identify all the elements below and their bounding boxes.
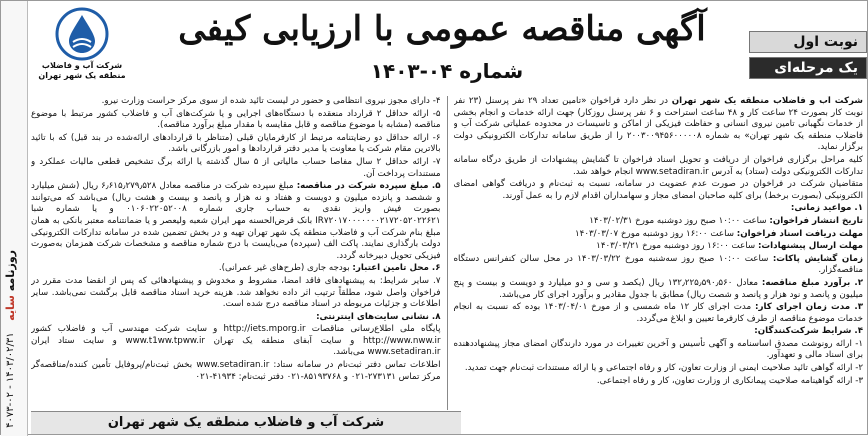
paragraph-text: کلیه مراحل برگزاری فراخوان از دریافت و تحویل اسناد فراخوان تا گشایش پیشنهادات از طریق درگاه سامانه تدارکات الکترونیکی دولت (ستاد) به آدرس www.setadiran.ir انجام خواهد شد. <box>453 154 863 177</box>
paragraph <box>454 339 864 362</box>
stage-tag: یک مرحله‌ای <box>749 57 867 79</box>
paragraph-text: ساعت ۱۰:۰۰ صبح روز سه‌شنبه مورخ ۱۴۰۳/۰۳/۲۲ در محل سالن کنفرانس دستگاه مناقصه‌گزار. <box>453 253 863 276</box>
paragraph <box>454 229 864 241</box>
paragraph-text: ۳- ارائه گواهینامه صلاحیت پیمانکاری از وزارت تعاون، کار و رفاه اجتماعی. <box>596 375 863 386</box>
paragraph <box>31 109 441 132</box>
paragraph <box>31 96 441 108</box>
paragraph-text: ۷- ارائه حداقل ۲ سال مفاصا حساب مالیاتی از ۵ سال گذشته یا ارائه برگ تشخیص قطعی مالیات عملکرد و مستندات پرداخت آن. <box>31 156 441 179</box>
section-heading: ۵. مبلغ سپرده شرکت در مناقصه: <box>296 181 441 192</box>
paragraph <box>454 155 864 178</box>
paragraph <box>31 133 441 156</box>
paragraph-text: ۵- ارائه حداقل ۲ قرارداد منعقده با دستگاه‌های اجرایی و یا شرکت‌های آب و فاضلاب کشور مرتبط با موضوع مناقصه (مشابه با موضوع مناقصه و قابل مقایسه با مقدار مبلغ برآورد مناقصه). <box>31 108 441 131</box>
paragraph-text: ۴- دارای مجوز نیروی انتظامی و حضور در لیست تائید شده از سوی مرکز حراست وزارت نیرو. <box>101 96 441 106</box>
paragraph <box>31 324 441 359</box>
section-heading: مهلت دریافت اسناد فراخوان: <box>736 228 863 239</box>
paragraph-text: متقاضیان شرکت در فراخوان در صورت عدم عضویت در سامانه، نسبت به ثبت‌نام و دریافت گواهی امضای الکترونیکی (بصورت برخط) برای کلیه صاحبان امضای مجاز و سهامداران اقدام لازم را به عمل آورند. <box>453 179 863 201</box>
section-heading: ۶. محل تامین اعتبار: <box>352 263 441 274</box>
ad-title: آگهی مناقصه عمومی با ارزیابی کیفی <box>178 9 706 49</box>
paragraph-text: ۲- ارائه گواهی تائید صلاحیت ایمنی از وزارت تعاون، کار و رفاه اجتماعی و یا ارائه مستندات ثبت‌نام جهت تمدید. <box>464 363 863 374</box>
paragraph-text: ساعت ۱۶:۰۰ روز دوشنبه مورخ ۱۴۰۳/۰۳/۰۷ <box>574 228 737 239</box>
paragraph-text: ۷. سایر شرایط: به پیشنهادهای فاقد امضا، مشروط و مخدوش و پیشنهادهائی که پس از انقضا مدت مقرر در فراخوان واصل شود، مطلقاً ترتیب اثر داده نخواهد شد. هزینه خرید اسناد مناقصه قابل برگشت نمی‌باشد. سایر اطلاعات و جزئیات مربوطه در اسناد مناقصه درج شده است. <box>31 275 441 310</box>
paragraph-text: در نظر دارد فراخوان «تامین تعداد ۲۹ نفر پرسنل (۲۳ نفر نوبت کار بصورت ۲۴ ساعت کار و ۴۸ ساعت استراحت و ۶ نفر پرسنل روزکار) جهت ارائه خدمات و انجام بخشی از خدمات نگهبانی تامین نیروی انسانی و حفاظت فیزیکی از اماکن و تاسیسات در محدوده عملیاتی شرکت آب و فاضلاب منطقه یک شهر تهران» به شماره ۲۰۰۳۰۰۹۴۵۶۰۰۰۰۰۸ را از طریق سامانه تدارکات الکترونیکی دولت برگزار نماید. <box>453 96 863 153</box>
newspaper-side-strip <box>1 1 28 436</box>
paragraph-text: معادل ۱۳۲٫۲۲۵٫۵۹۰٫۵۶۰ ریال (یکصد و سی و دو میلیارد و دویست و بیست و پنج میلیون و پانصد و نود هزار و پانصد و شصت ریال) مطابق با جدول مقادیر و برآورد اجرای کار می‌باشد. <box>453 277 863 300</box>
section-heading: مهلت ارسال پیشنهادات: <box>757 241 863 252</box>
right-column <box>454 96 864 410</box>
paragraph <box>454 216 864 228</box>
paragraph <box>31 157 441 180</box>
paragraph-text: ۱- ارائه رونوشت مصدق اساسنامه و آگهی تأسیس و آخرین تغییرات در مورد دارندگان امضای مجاز پیشنهاددهنده برای اسناد مالی و تعهدآور. <box>453 338 863 361</box>
paragraph <box>31 312 441 324</box>
paragraph-text: پایگاه ملی اطلاع‌رسانی مناقصات http://iets.mporg.ir و سایت شرکت مهندسی آب و فاضلاب کشور http://www.nww.ir و سایت آبفای منطقه یک تهران www.t1ww.tpww.ir و سایت ستاد ایران www.setadiran.ir می‌باشد. <box>31 324 441 358</box>
paragraph <box>454 363 864 375</box>
section-heading: ۴. شرایط شرکت‌کنندگان: <box>754 326 863 337</box>
section-heading: شرکت آب و فاضلاب منطقه یک شهر تهران <box>671 96 863 106</box>
left-column <box>31 96 441 410</box>
paragraph-text: ۶- ارائه حداقل دو رضایتنامه مرتبط از کارفرمایان قبلی (متناظر با قراردادهای ارائه‌شده در بند قبل) که با تائید بالاترین مقام شرکت یا معاونت یا مدیر دفتر قراردادها و امور بازرگانی باشد. <box>31 132 441 155</box>
logo-caption: شرکت آب و فاضلاب منطقه یک شهر تهران <box>38 61 126 80</box>
ad-footer: شرکت آب و فاضلاب منطقه یک شهر تهران <box>31 411 461 434</box>
paragraph-text: اطلاعات تماس دفتر ثبت‌نام در سامانه ستاد: www.setadiran.ir بخش ثبت‌نام/پروفایل تأمین کننده/مناقصه‌گر مرکز تماس ۲۷۳۱۳۱-۰۲۱ و ۸۵۱۹۳۷۶۸-۰۲۱ دفتر ثبت‌نام: ۴۱۹۳۴-۰۲۱ <box>31 360 441 382</box>
paragraph <box>31 360 441 383</box>
paragraph-text: مبلغ سپرده شرکت در مناقصه معادل ۶٫۶۱۵٫۲۷۹٫۵۲۸ ریال (شش میلیارد و ششصد و پانزده میلیون و دویست و هفتاد و نه هزار و پانصد و بیست و هشت ریال) می‌باشد که می‌توانند بصورت فیش واریز نقدی به حساب جاری شماره ۰۱۰۶۰۲۲۰۵۲۰۰۸ و یا شماره شبا IR۷۲۰۱۷۰۰۰۰۰۰۰۲۱۷۲۰۵۲۰۲۲۶۲۱ بانک قرض‌الحسنه مهر ایران شعبه ولیعصر و یا ضمانتنامه معتبر بانکی به همان مبلغ بنام شرکت آب و فاضلاب منطقه یک شهر تهران تهیه و در بخش تضمین شده در سامانه تدارکات الکترونیکی دولت بارگذاری نمایند. پاکت الف (سپرده) می‌بایست با درج شماره مناقصه و مشخصات شرکت همزمان به‌صورت فیزیکی تحویل دبیرخانه گردد. <box>31 181 441 261</box>
newspaper-name: روزنامه <box>4 250 17 292</box>
section-heading: ۲. برآورد مبلغ مناقصه: <box>761 277 863 288</box>
paragraph <box>454 254 864 277</box>
section-heading: ۱. مواعید زمانی: <box>790 203 863 214</box>
newspaper-name-accent: سایه <box>4 295 17 321</box>
issue-date: ۱۴۰۳/۰۲/۳۱ - ۰۲-۴۰۷۳ <box>5 332 16 428</box>
ad-header <box>27 1 867 93</box>
paragraph <box>31 181 441 262</box>
paragraph <box>31 263 441 275</box>
paragraph <box>454 326 864 338</box>
paragraph <box>454 179 864 202</box>
side-strip-text <box>4 250 17 428</box>
paragraph-text: مدت اجرای کار ۱۲ ماه شمسی و از مورخ ۱۴۰۳/۰۴/۰۱ بوده که نسبت به انجام خدمات موضوع مناقصه از طرف کارفرما تعیین و ابلاغ می‌گردد. <box>453 302 863 324</box>
paragraph <box>454 96 864 154</box>
column-divider <box>447 96 448 410</box>
section-heading: ۳. مدت زمان اجرای کار: <box>755 302 863 313</box>
paragraph-text: ساعت ۱۶:۰۰ روز دوشنبه مورخ ۱۴۰۳/۰۳/۲۱ <box>596 241 758 252</box>
section-heading: تاریخ انتشار فراخوان: <box>769 215 863 226</box>
section-heading: ۸. نشانی سایت‌های اینترنتی: <box>316 311 441 322</box>
ad-body <box>31 96 863 410</box>
paragraph-text: ساعت ۱۰:۰۰ صبح روز دوشنبه مورخ ۱۴۰۳/۰۲/۳۱ <box>589 215 770 226</box>
ad-number: شماره ۰۴-۱۴۰۳ <box>370 59 524 83</box>
section-heading: زمان گشایش پاکات: <box>772 253 863 264</box>
ad-tags <box>749 31 867 83</box>
company-logo <box>37 7 127 87</box>
paragraph <box>31 276 441 311</box>
paragraph <box>454 302 864 325</box>
paragraph-text: بودجه جاری (طرح‌های غیر عمرانی). <box>218 263 353 274</box>
paragraph <box>454 203 864 215</box>
water-drop-logo-icon <box>55 7 109 61</box>
round-tag: نوبت اول <box>749 31 867 53</box>
paragraph <box>454 278 864 301</box>
paragraph <box>454 376 864 388</box>
paragraph <box>454 241 864 253</box>
